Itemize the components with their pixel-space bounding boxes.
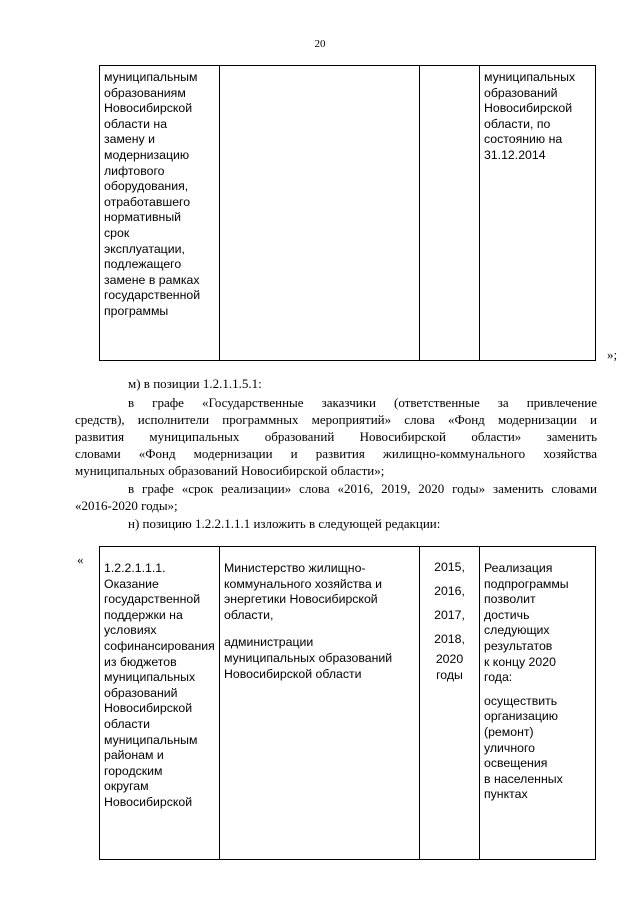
cell-line: образований	[104, 685, 178, 700]
paragraph-line: в графе «срок реализации» слова «2016, 2019, 2020 годы» заменить словами	[128, 481, 597, 496]
cell-line: подпрограммы	[484, 576, 569, 591]
cell-line: образованиям	[104, 85, 186, 100]
item-m: м) в позиции 1.2.1.1.5.1:	[128, 376, 262, 391]
cell-line: Новосибирской	[104, 101, 193, 116]
cell-line: муниципальным	[104, 70, 198, 84]
cell-line: муниципальным	[104, 732, 198, 747]
cell-line: области, по	[484, 116, 551, 131]
cell-line: 2017,	[434, 608, 465, 622]
cell-line: Министерство жилищно-	[224, 561, 366, 575]
closing-quote: »;	[607, 347, 618, 362]
cell-line: из бюджетов	[104, 654, 177, 669]
cell-line: освещения	[484, 756, 548, 771]
cell-line: администрации	[224, 635, 314, 650]
cell-period	[420, 547, 480, 860]
cell-line: модернизацию	[104, 147, 190, 162]
cell-activity	[100, 66, 220, 361]
paragraph-line: «2016-2020 годы»;	[75, 498, 178, 513]
cell-line: коммунального хозяйства и	[224, 576, 383, 591]
paragraph-line: в графе «Государственные заказчики (ответственные за привлечение	[128, 395, 597, 410]
cell-line: государственной	[104, 592, 201, 607]
cell-line: поддержки на	[104, 607, 183, 622]
cell-line: 2016,	[434, 584, 465, 598]
cell-line: области	[104, 716, 150, 731]
cell-line: осуществить	[484, 693, 558, 708]
cell-line: эксплуатации,	[104, 241, 185, 256]
cell-line: (ремонт)	[484, 724, 534, 739]
cell-line: следующих	[484, 623, 550, 638]
cell-line: Оказание	[104, 576, 159, 591]
cell-line: отработавшего	[104, 194, 191, 209]
cell-line: срок	[104, 225, 130, 240]
paragraph-line: средств), исполнители программных мероприятий» слова «Фонд модернизации и	[75, 412, 597, 427]
cell-result	[480, 66, 596, 361]
paragraph-line: развития муниципальных образований Новосибирской области» заменить	[75, 429, 597, 444]
cell-line: позволит	[484, 592, 536, 607]
cell-line: нормативный	[104, 210, 182, 225]
cell-line: государственной	[104, 288, 201, 303]
cell-line: муниципальных	[484, 70, 576, 84]
cell-line: области на	[104, 116, 168, 131]
cell-gap	[484, 686, 591, 694]
cell-line: 2015,	[434, 560, 465, 574]
table-top	[99, 65, 596, 361]
cell-line: замене в рамках	[104, 272, 200, 287]
cell-line: Новосибирской	[484, 101, 573, 116]
cell-line: районам и	[104, 748, 164, 763]
cell-line: муниципальных образований	[224, 650, 393, 665]
cell-line: лифтового	[104, 163, 165, 178]
cell-line: уличного	[484, 740, 536, 755]
cell-line: организацию	[484, 709, 559, 724]
cell-line: 2020	[435, 652, 464, 666]
cell-line: годы	[436, 668, 463, 682]
cell-line: округам	[104, 779, 149, 794]
table-row	[100, 66, 596, 361]
cell-line: замену и	[104, 132, 155, 147]
cell-line: 2018,	[434, 632, 465, 646]
cell-line: условиях	[104, 623, 157, 638]
cell-line: результатов	[484, 638, 553, 653]
page-number: 20	[314, 38, 326, 50]
cell-line: оборудования,	[104, 179, 189, 194]
cell-result	[480, 547, 596, 860]
cell-activity	[100, 547, 220, 860]
cell-line: программы	[104, 303, 169, 318]
cell-customers	[220, 66, 420, 361]
opening-quote: «	[77, 552, 84, 567]
cell-line: достичь	[484, 607, 530, 622]
cell-line: муниципальных	[104, 670, 196, 685]
cell-line: состоянию на	[484, 132, 563, 147]
cell-line: к концу 2020	[484, 654, 556, 669]
cell-line: в населенных	[484, 771, 563, 786]
paragraph-line: словами «Фонд модернизации и развития жилищно-коммунального хозяйства	[75, 446, 597, 461]
cell-line: подлежащего	[104, 257, 182, 272]
cell-line: области,	[224, 607, 274, 622]
cell-line: Новосибирской	[104, 701, 193, 716]
cell-line: городским	[104, 763, 163, 778]
cell-line: Реализация	[484, 561, 553, 575]
cell-customers	[220, 547, 420, 860]
cell-line: образований	[484, 85, 558, 100]
cell-line: года:	[484, 670, 513, 685]
paragraph-line: муниципальных образований Новосибирской области»;	[75, 463, 385, 478]
cell-line: энергетики Новосибирской	[224, 592, 378, 607]
table-row	[100, 547, 596, 860]
cell-gap	[224, 623, 415, 635]
cell-period	[420, 66, 480, 361]
cell-line: 31.12.2014	[484, 147, 546, 162]
cell-line: Новосибирской области	[224, 666, 362, 681]
cell-line: 1.2.2.1.1.1.	[104, 561, 166, 575]
item-n: н) позицию 1.2.2.1.1.1 изложить в следующей редакции:	[128, 516, 441, 531]
table-bottom	[99, 546, 596, 860]
cell-line: пунктах	[484, 787, 528, 802]
cell-line: Новосибирской	[104, 794, 193, 809]
cell-line: софинансирования	[104, 638, 215, 653]
